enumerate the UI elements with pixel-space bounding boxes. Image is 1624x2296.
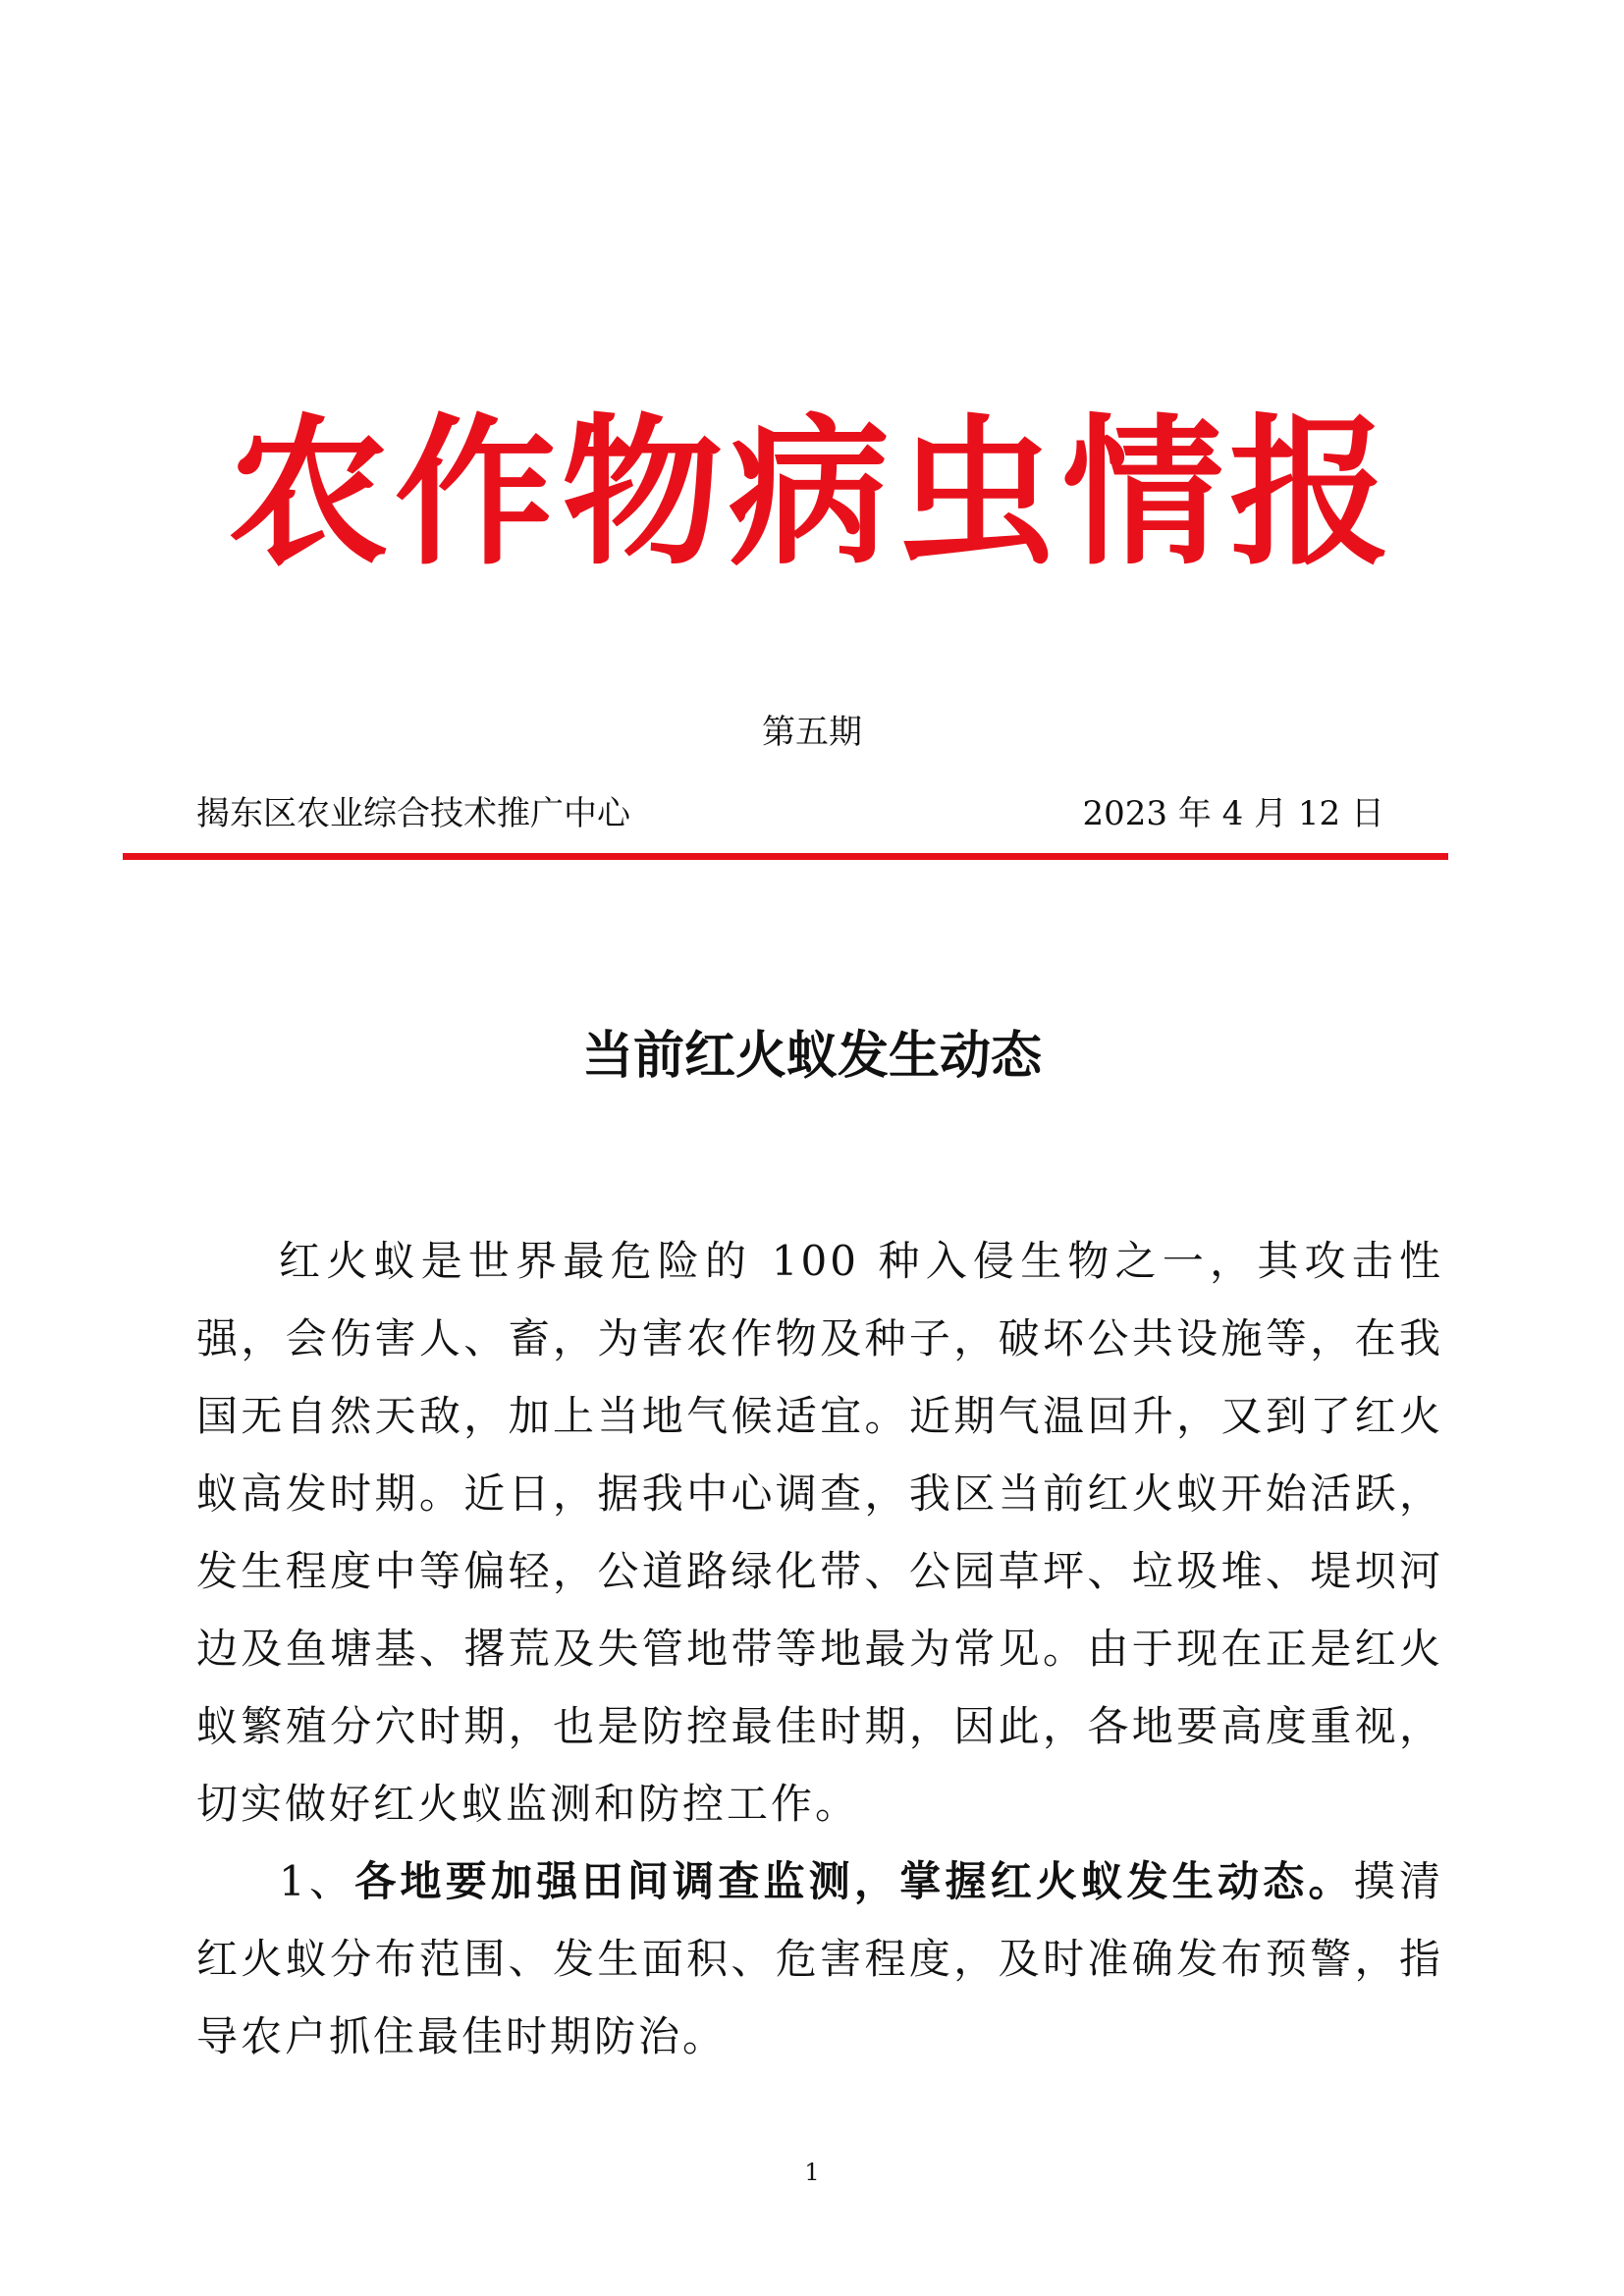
page-number: 1 [804, 2159, 820, 2186]
issue-number: 第五期 [762, 713, 862, 752]
paragraph-lead-bold: 各地要加强田间调查监测，掌握红火蚁发生动态。 [354, 1857, 1354, 1905]
publication-date: 2023 年 4 月 12 日 [1082, 794, 1384, 833]
article-paragraph-numbered [196, 1842, 1443, 2075]
article-body [196, 1222, 1443, 2075]
red-divider-rule [123, 853, 1448, 860]
paragraph-text: 摸清红火蚁分布范围、发生面积、危害程度，及时准确发布预警，指导农户抓住最佳时期防治。 [196, 1857, 1443, 2060]
masthead-title: 农作物病虫情报 [227, 398, 1396, 587]
paragraph-number: 1、 [279, 1857, 355, 1905]
publisher-name: 揭东区农业综合技术推广中心 [196, 794, 630, 833]
article-title: 当前红火蚁发生动态 [581, 1026, 1042, 1086]
article-paragraph: 红火蚁是世界最危险的 100 种入侵生物之一，其攻击性强，会伤害人、畜，为害农作物及种子，破坏公共设施等，在我国无自然天敌，加上当地气候适宜。近期气温回升，又到了红火蚁高发时期。近日，据我中心调查，我区当前红火蚁开始活跃，发生程度中等偏轻，公道路绿化带、公园草坪、垃圾堆、堤坝河边及鱼塘基、撂荒及失管地带等地最为常见。由于现在正是红火蚁繁殖分穴时期，也是防控最佳时期，因此，各地要高度重视，切实做好红火蚁监测和防控工作。 [196, 1237, 1443, 1828]
